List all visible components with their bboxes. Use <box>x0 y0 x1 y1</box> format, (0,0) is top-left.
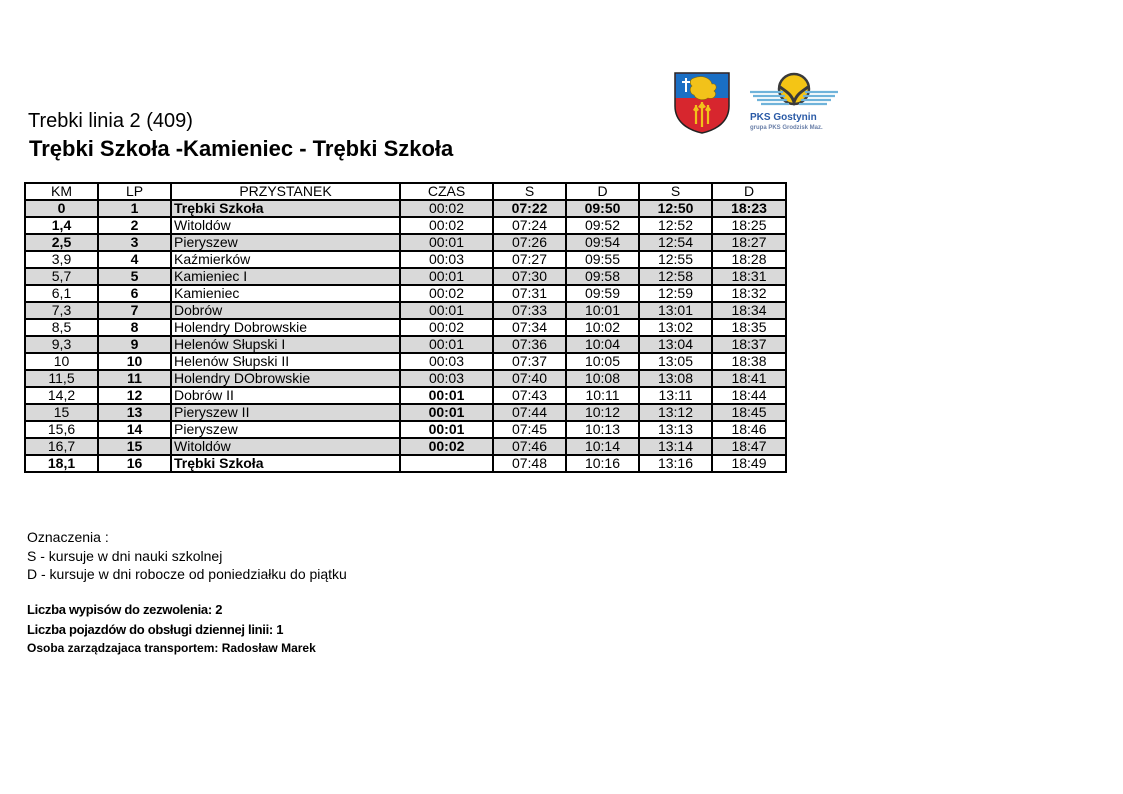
cell-s2: 12:55 <box>639 251 712 268</box>
cell-stop: Witoldów <box>171 217 400 234</box>
cell-lp: 9 <box>98 336 171 353</box>
cell-lp: 13 <box>98 404 171 421</box>
cell-lp: 1 <box>98 200 171 217</box>
cell-d2: 18:27 <box>712 234 786 251</box>
cell-s1: 07:34 <box>493 319 566 336</box>
cell-s2: 13:05 <box>639 353 712 370</box>
table-row <box>25 370 786 387</box>
cell-s2: 13:13 <box>639 421 712 438</box>
vehicles-count: Liczba pojazdów do obsługi dziennej linii: 1 <box>27 621 284 637</box>
column-header-s1: S <box>493 183 566 200</box>
legend-s: S - kursuje w dni nauki szkolnej <box>27 547 223 564</box>
cell-stop: Pieryszew <box>171 234 400 251</box>
cell-s1: 07:24 <box>493 217 566 234</box>
cell-d1: 10:02 <box>566 319 639 336</box>
cell-s2: 13:16 <box>639 455 712 472</box>
cell-d2: 18:46 <box>712 421 786 438</box>
cell-d1: 10:01 <box>566 302 639 319</box>
cell-d1: 10:16 <box>566 455 639 472</box>
cell-km: 2,5 <box>25 234 98 251</box>
cell-lp: 2 <box>98 217 171 234</box>
cell-d1: 09:55 <box>566 251 639 268</box>
cell-km: 3,9 <box>25 251 98 268</box>
cell-d1: 10:04 <box>566 336 639 353</box>
cell-stop: Trębki Szkoła <box>171 200 400 217</box>
cell-stop: Pieryszew II <box>171 404 400 421</box>
cell-km: 16,7 <box>25 438 98 455</box>
column-header-stop: PRZYSTANEK <box>171 183 400 200</box>
cell-d2: 18:31 <box>712 268 786 285</box>
steering-wheel-wings-icon <box>747 72 842 112</box>
cell-time: 00:03 <box>400 251 493 268</box>
cell-d2: 18:49 <box>712 455 786 472</box>
cell-time: 00:01 <box>400 421 493 438</box>
cell-time <box>400 455 493 472</box>
cell-km: 6,1 <box>25 285 98 302</box>
pks-gostynin-logo <box>747 72 842 134</box>
table-row <box>25 302 786 319</box>
cell-d2: 18:41 <box>712 370 786 387</box>
cell-stop: Witoldów <box>171 438 400 455</box>
cell-d2: 18:28 <box>712 251 786 268</box>
cell-stop: Helenów Słupski I <box>171 336 400 353</box>
cell-lp: 5 <box>98 268 171 285</box>
cell-lp: 10 <box>98 353 171 370</box>
cell-s1: 07:46 <box>493 438 566 455</box>
cell-s1: 07:48 <box>493 455 566 472</box>
cell-s2: 13:11 <box>639 387 712 404</box>
table-row <box>25 387 786 404</box>
cell-time: 00:02 <box>400 438 493 455</box>
cell-time: 00:01 <box>400 268 493 285</box>
table-row <box>25 404 786 421</box>
table-row <box>25 319 786 336</box>
cell-time: 00:01 <box>400 234 493 251</box>
cell-km: 14,2 <box>25 387 98 404</box>
line-notes <box>27 600 316 659</box>
cell-s1: 07:22 <box>493 200 566 217</box>
cell-lp: 15 <box>98 438 171 455</box>
cell-s2: 12:50 <box>639 200 712 217</box>
cell-lp: 16 <box>98 455 171 472</box>
cell-stop: Helenów Słupski II <box>171 353 400 370</box>
cell-s2: 13:02 <box>639 319 712 336</box>
cell-d1: 10:14 <box>566 438 639 455</box>
cell-lp: 6 <box>98 285 171 302</box>
cell-d1: 09:58 <box>566 268 639 285</box>
column-header-time: CZAS <box>400 183 493 200</box>
cell-time: 00:02 <box>400 319 493 336</box>
cell-s1: 07:45 <box>493 421 566 438</box>
cell-d1: 10:13 <box>566 421 639 438</box>
cell-km: 18,1 <box>25 455 98 472</box>
cell-km: 1,4 <box>25 217 98 234</box>
cell-d2: 18:35 <box>712 319 786 336</box>
cell-d2: 18:45 <box>712 404 786 421</box>
cell-s2: 13:14 <box>639 438 712 455</box>
cell-d2: 18:23 <box>712 200 786 217</box>
timetable-header-row <box>25 183 786 200</box>
cell-stop: Dobrów <box>171 302 400 319</box>
cell-d2: 18:34 <box>712 302 786 319</box>
cell-km: 15,6 <box>25 421 98 438</box>
legend <box>27 528 347 584</box>
cell-stop: Holendry DObrowskie <box>171 370 400 387</box>
cell-d2: 18:25 <box>712 217 786 234</box>
cell-s1: 07:40 <box>493 370 566 387</box>
legend-title: Oznaczenia : <box>27 529 109 545</box>
cell-lp: 14 <box>98 421 171 438</box>
cell-s1: 07:33 <box>493 302 566 319</box>
cell-d2: 18:44 <box>712 387 786 404</box>
table-row <box>25 251 786 268</box>
cell-s2: 12:59 <box>639 285 712 302</box>
cell-stop: Kaźmierków <box>171 251 400 268</box>
route-title: Trębki Szkoła -Kamieniec - Trębki Szkoła <box>29 136 454 161</box>
cell-s1: 07:43 <box>493 387 566 404</box>
cell-d1: 09:52 <box>566 217 639 234</box>
cell-s1: 07:27 <box>493 251 566 268</box>
cell-lp: 12 <box>98 387 171 404</box>
cell-lp: 4 <box>98 251 171 268</box>
cell-d2: 18:47 <box>712 438 786 455</box>
cell-s2: 13:04 <box>639 336 712 353</box>
cell-d1: 10:11 <box>566 387 639 404</box>
cell-time: 00:01 <box>400 336 493 353</box>
cell-km: 11,5 <box>25 370 98 387</box>
cell-km: 0 <box>25 200 98 217</box>
cell-d2: 18:38 <box>712 353 786 370</box>
cell-time: 00:02 <box>400 200 493 217</box>
cell-km: 9,3 <box>25 336 98 353</box>
cell-s2: 13:12 <box>639 404 712 421</box>
cell-stop: Dobrów II <box>171 387 400 404</box>
cell-stop: Trębki Szkoła <box>171 455 400 472</box>
cell-km: 5,7 <box>25 268 98 285</box>
cell-stop: Kamieniec I <box>171 268 400 285</box>
table-row <box>25 438 786 455</box>
column-header-d1: D <box>566 183 639 200</box>
cell-d1: 09:59 <box>566 285 639 302</box>
cell-lp: 7 <box>98 302 171 319</box>
permits-count: Liczba wypisów do zezwolenia: 2 <box>27 602 223 617</box>
cell-lp: 11 <box>98 370 171 387</box>
cell-d1: 10:05 <box>566 353 639 370</box>
transport-manager: Osoba zarządzajaca transportem: Radosław Marek <box>27 641 316 655</box>
cell-s2: 13:01 <box>639 302 712 319</box>
cell-d1: 09:50 <box>566 200 639 217</box>
table-row <box>25 353 786 370</box>
cell-s2: 12:54 <box>639 234 712 251</box>
municipality-coat-of-arms <box>674 72 730 134</box>
cell-s1: 07:26 <box>493 234 566 251</box>
cell-km: 10 <box>25 353 98 370</box>
line-subtitle: Trebki linia 2 (409) <box>28 110 193 132</box>
cell-s2: 13:08 <box>639 370 712 387</box>
cell-stop: Pieryszew <box>171 421 400 438</box>
cell-s2: 12:58 <box>639 268 712 285</box>
legend-d: D - kursuje w dni robocze od poniedziałku do piątku <box>27 566 347 582</box>
cell-km: 15 <box>25 404 98 421</box>
cell-time: 00:01 <box>400 387 493 404</box>
table-row <box>25 421 786 438</box>
cell-d1: 10:12 <box>566 404 639 421</box>
cell-time: 00:03 <box>400 353 493 370</box>
cell-time: 00:02 <box>400 285 493 302</box>
cell-lp: 3 <box>98 234 171 251</box>
cell-time: 00:01 <box>400 404 493 421</box>
cell-time: 00:01 <box>400 302 493 319</box>
cell-s1: 07:36 <box>493 336 566 353</box>
cell-d1: 10:08 <box>566 370 639 387</box>
pks-brand-name: PKS Gostynin <box>750 112 817 123</box>
cell-s1: 07:30 <box>493 268 566 285</box>
timetable <box>24 182 787 473</box>
cell-s2: 12:52 <box>639 217 712 234</box>
cell-time: 00:02 <box>400 217 493 234</box>
cell-s1: 07:37 <box>493 353 566 370</box>
cell-lp: 8 <box>98 319 171 336</box>
pks-group-name: grupa PKS Grodzisk Maz. <box>750 125 823 131</box>
table-row <box>25 285 786 302</box>
cell-s1: 07:31 <box>493 285 566 302</box>
cell-s1: 07:44 <box>493 404 566 421</box>
cell-stop: Kamieniec <box>171 285 400 302</box>
table-row <box>25 234 786 251</box>
cell-d2: 18:37 <box>712 336 786 353</box>
cell-km: 8,5 <box>25 319 98 336</box>
column-header-d2: D <box>712 183 786 200</box>
table-row <box>25 455 786 472</box>
cell-d1: 09:54 <box>566 234 639 251</box>
cell-km: 7,3 <box>25 302 98 319</box>
column-header-s2: S <box>639 183 712 200</box>
column-header-lp: LP <box>98 183 171 200</box>
cell-time: 00:03 <box>400 370 493 387</box>
column-header-km: KM <box>25 183 98 200</box>
cell-stop: Holendry Dobrowskie <box>171 319 400 336</box>
table-row <box>25 217 786 234</box>
table-row <box>25 336 786 353</box>
cell-d2: 18:32 <box>712 285 786 302</box>
table-row <box>25 268 786 285</box>
table-row <box>25 200 786 217</box>
